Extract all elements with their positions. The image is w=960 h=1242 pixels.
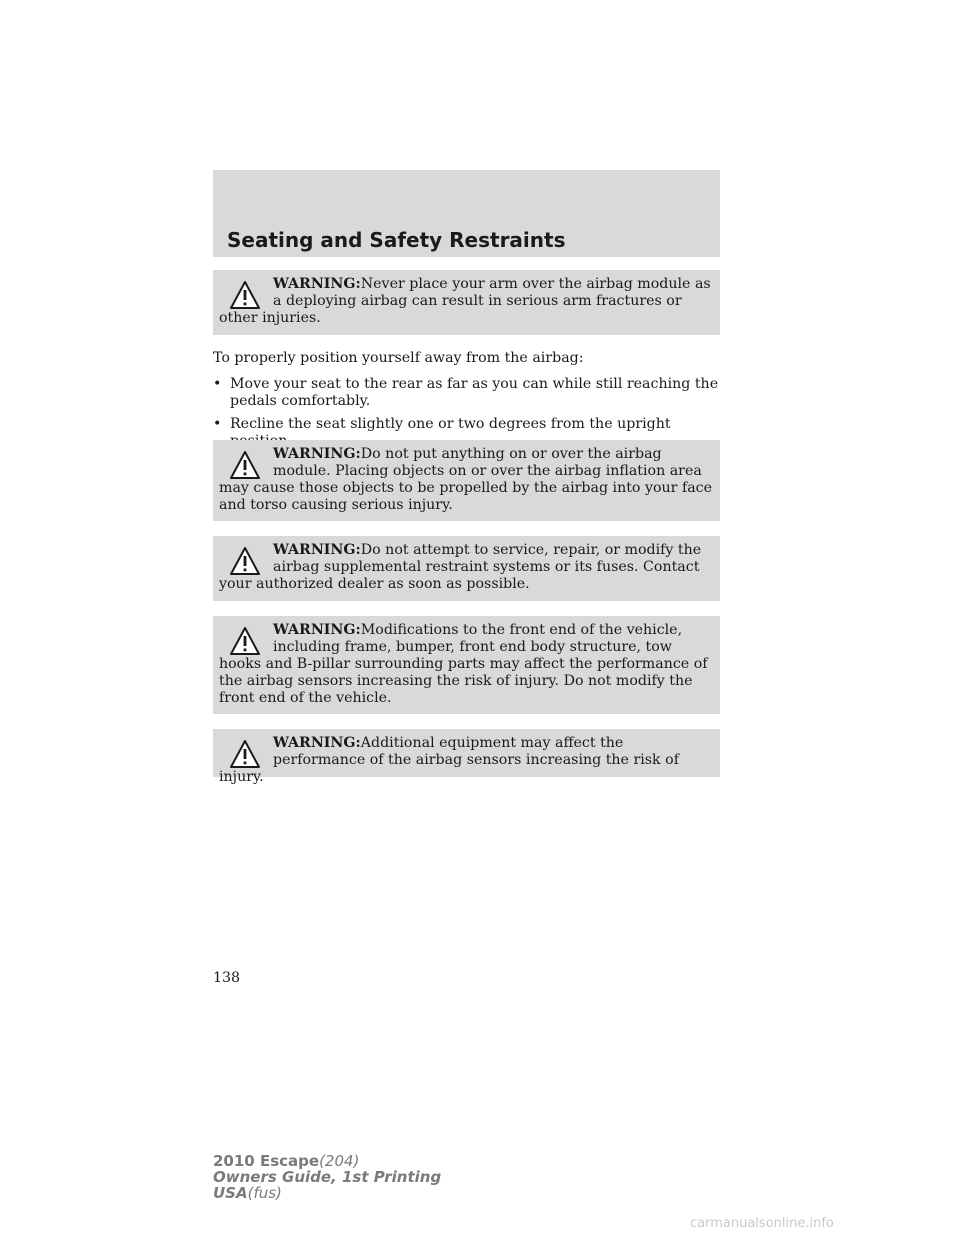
warning-label: WARNING: [273,542,361,558]
intro-text: To properly position yourself away from the airbag: [213,350,584,366]
warning-triangle-icon [229,280,261,310]
section-header-band [213,170,720,257]
warning-text: Modifications to the front end of the vehicle, including frame, bumper, front end body structure, tow hooks and B-pillar surrounding parts may affect the performance of the airbag sensors increasing the risk of injury. Do not modify the front end of the vehicle. [219,622,708,706]
warning-label: WARNING: [273,735,361,751]
warning-triangle-icon [229,626,261,656]
bullet-text: Move your seat to the rear as far as you can while still reaching the pedals comfortably. [230,376,719,409]
warning-triangle-icon [229,546,261,576]
list-item [213,376,720,410]
page-number: 138 [213,970,241,986]
warning-label: WARNING: [273,276,361,292]
warning-box-service [213,536,720,601]
warning-text: Do not attempt to service, repair, or modify the airbag supplemental restraint systems or its fuses. Contact your authorized dealer as soon as possible. [219,542,702,592]
footer-line-model [213,1153,441,1169]
bullet-text: Recline the seat slightly one or two degrees from the upright [230,416,671,432]
footer-region: USA [213,1184,248,1202]
warning-box-objects [213,440,720,521]
warning-box-equipment [213,729,720,785]
footer-region-code: (fus) [247,1184,282,1202]
warning-label: WARNING: [273,446,361,462]
warning-box-arm [213,270,720,335]
section-title: Seating and Safety Restraints [227,228,566,252]
warning-box-modifications [213,616,720,714]
warning-text: Never place your arm over the airbag module as a deploying airbag can result in serious arm fractures or other injuries. [219,276,711,326]
watermark: carmanualsonline.info [690,1216,834,1231]
footer-guide: Owners Guide, 1st Printing [213,1168,442,1186]
warning-triangle-icon [229,739,261,769]
warning-text: Additional equipment may affect the performance of the airbag sensors increasing the risk of injury. [219,735,679,785]
footer-model-code: (204) [319,1152,360,1170]
warning-label: WARNING: [273,622,361,638]
warning-triangle-icon [229,450,261,480]
bullet-mark: • [213,416,222,432]
footer-line-region [213,1185,441,1201]
bullet-mark: • [213,376,222,392]
footer-print-info [213,1153,441,1201]
footer-model: 2010 Escape [213,1152,320,1170]
warning-text: Do not put anything on or over the airbag module. Placing objects on or over the airbag inflation area may cause those objects to be propelled by the airbag into your face and torso causing serious injury. [219,446,713,513]
